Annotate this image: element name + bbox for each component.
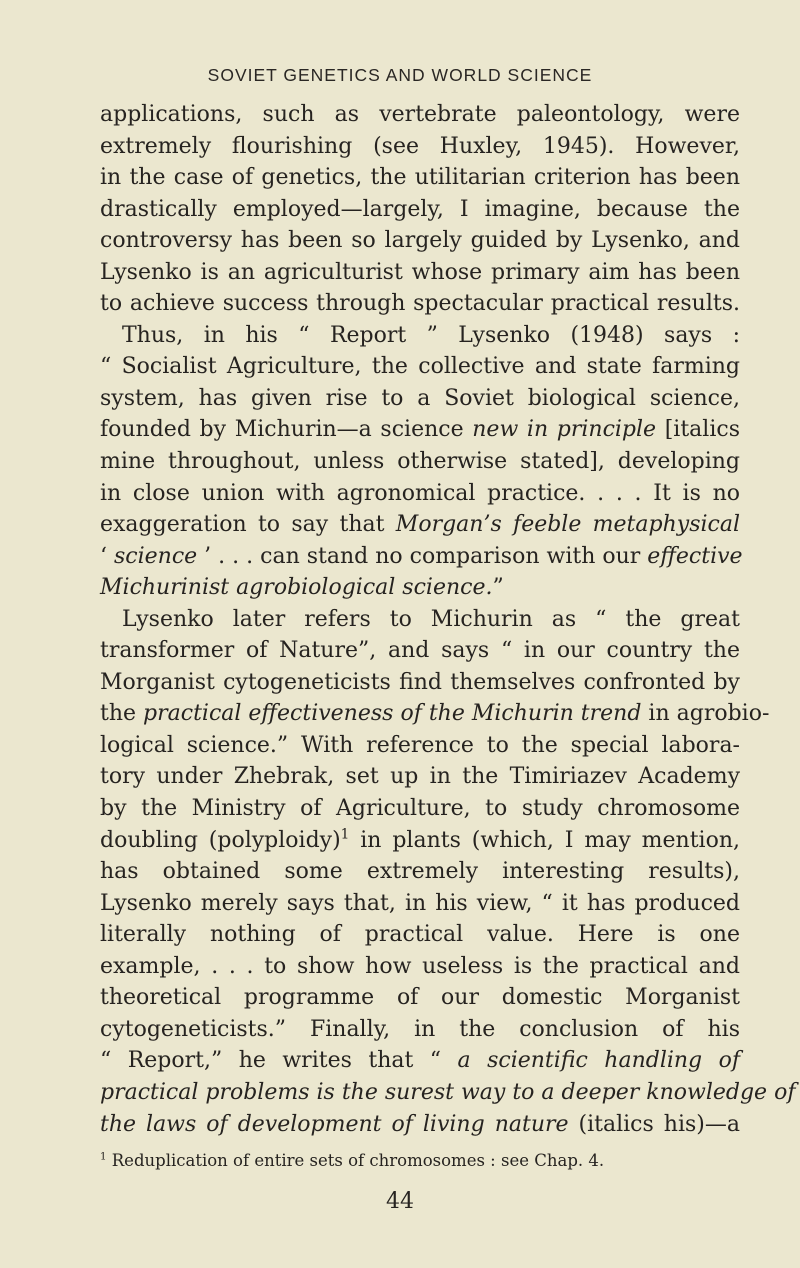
running-head: SOVIET GENETICS AND WORLD SCIENCE: [207, 65, 593, 85]
text-line: cytogeneticists.” Finally, in the conclusion of his: [100, 1016, 740, 1042]
text-line-with-italics: the practical effectiveness of the Michurin trend in agrobio-: [100, 701, 770, 727]
text-line: Thus, in his “ Report ” Lysenko (1948) says :: [122, 322, 740, 348]
text-line-with-italics: Michurinist agrobiological science.”: [100, 575, 504, 601]
text-line: by the Ministry of Agriculture, to study chromosome: [100, 796, 740, 822]
body-text: [100, 99, 796, 1140]
text-line: Lysenko merely says that, in his view, “ it has produced: [100, 890, 740, 916]
page-number: 44: [386, 1189, 414, 1214]
text-line: system, has given rise to a Soviet biological science,: [100, 385, 740, 411]
text-line: “ Socialist Agriculture, the collective and state farming: [100, 354, 740, 380]
text-line: transformer of Nature”, and says “ in our country the: [100, 638, 740, 664]
text-line-with-italics: “ Report,” he writes that “ a scientific handling of: [100, 1048, 740, 1074]
text-line: extremely flourishing (see Huxley, 1945). However,: [100, 133, 740, 159]
text-line: mine throughout, unless otherwise stated], developing: [100, 449, 740, 475]
text-line: Lysenko later refers to Michurin as “ the great: [122, 606, 740, 632]
text-line: has obtained some extremely interesting results),: [100, 859, 740, 885]
text-line: theoretical programme of our domestic Morganist: [100, 985, 740, 1011]
text-line: in close union with agronomical practice. . . . It is no: [100, 480, 740, 506]
text-line: drastically employed—largely, I imagine, because the: [100, 196, 740, 222]
text-line: controversy has been so largely guided by Lysenko, and: [100, 228, 740, 254]
text-line-with-italics: the laws of development of living nature (italics his)—a: [100, 1111, 740, 1137]
text-line: in the case of genetics, the utilitarian criterion has been: [100, 165, 740, 191]
text-line-with-italics: exaggeration to say that Morgan’s feeble metaphysical: [100, 512, 740, 538]
text-line: to achieve success through spectacular practical results.: [100, 291, 740, 317]
text-line: Lysenko is an agriculturist whose primary aim has been: [100, 259, 740, 285]
text-line: literally nothing of practical value. Here is one: [100, 922, 740, 948]
footnote: $^1$ Reduplication of entire sets of chromosomes : see Chap. 4.: [100, 1151, 605, 1170]
text-line: Morganist cytogeneticists find themselves confronted by: [100, 669, 740, 695]
text-line: logical science.” With reference to the special labora-: [100, 732, 740, 758]
text-line-with-italics: founded by Michurin—a science new in principle [italics: [100, 417, 740, 443]
text-line: example, . . . to show how useless is the practical and: [100, 953, 740, 979]
text-line: applications, such as vertebrate paleontology, were: [100, 102, 740, 127]
text-line: doubling (polyploidy)$^1$ in plants (which, I may mention,: [100, 826, 740, 853]
text-line: tory under Zhebrak, set up in the Timiriazev Academy: [100, 764, 740, 790]
text-line-with-italics: practical problems is the surest way to a deeper knowledge of: [100, 1079, 796, 1105]
text-line-with-italics: ‘ science ’ . . . can stand no comparison with our effective: [100, 543, 743, 569]
